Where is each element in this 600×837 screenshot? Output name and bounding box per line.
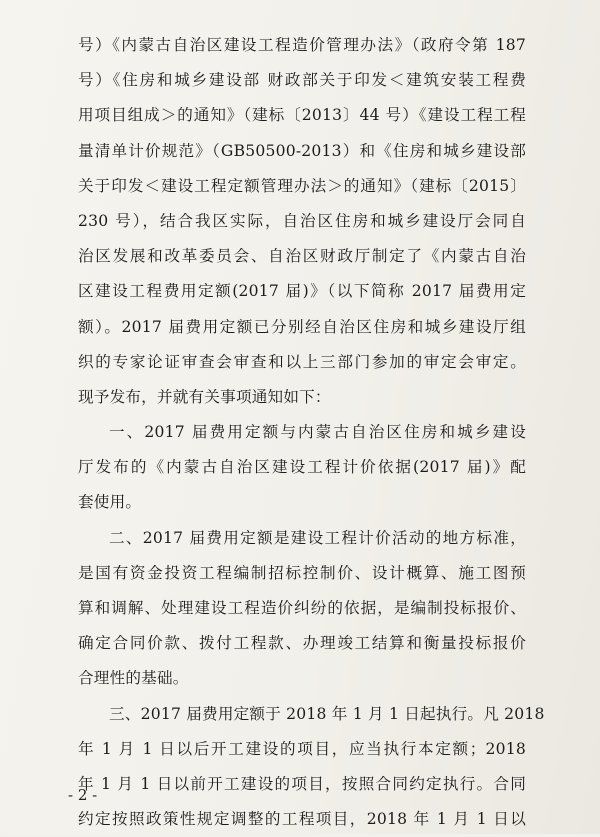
document-body xyxy=(78,28,545,837)
paragraph-3-line-2: 是国有资金投资工程编制招标控制价、设计概算、施工图预 xyxy=(78,563,526,582)
paragraph-1-line-7: 治区发展和改革委员会、自治区财政厅制定了《内蒙古自治 xyxy=(78,247,526,266)
paragraph-3-line-1: 二、2017 届费用定额是建设工程计价活动的地方标准， xyxy=(109,528,526,547)
page-number: - 2 - xyxy=(68,786,98,804)
paragraph-4-line-2: 年 1 月 1 日以后开工建设的项目，应当执行本定额；2018 xyxy=(78,739,526,758)
paragraph-1-line-11: 现予发布，并就有关事项通知如下： xyxy=(78,387,331,406)
paragraph-3-line-5: 合理性的基础。 xyxy=(78,669,189,688)
paragraph-4-line-4: 约定按照政策性规定调整的工程项目，2018 年 1 月 1 日以 xyxy=(78,810,526,829)
paragraph-1-line-6: 230 号），结合我区实际，自治区住房和城乡建设厅会同自 xyxy=(78,211,526,230)
paragraph-1-line-8: 区建设工程费用定额(2017 届)》（以下简称 2017 届费用定 xyxy=(78,282,526,301)
paragraph-3-line-3: 算和调解、处理建设工程造价纠纷的依据，是编制投标报价、 xyxy=(78,599,526,617)
paragraph-3-line-4: 确定合同价款、拨付工程款、办理竣工结算和衡量投标报价 xyxy=(78,634,526,653)
paragraph-2-line-2: 厅发布的《内蒙古自治区建设工程计价依据(2017 届)》配 xyxy=(78,458,526,477)
paragraph-2-line-1: 一、2017 届费用定额与内蒙古自治区住房和城乡建设 xyxy=(109,423,526,442)
paragraph-1-line-4: 量清单计价规范》（GB50500-2013）和《住房和城乡建设部 xyxy=(78,141,526,160)
paragraph-4-line-3: 年 1 月 1 日以前开工建设的项目，按照合同约定执行。合同 xyxy=(78,774,526,793)
paragraph-4-line-1: 三、2017 届费用定额于 2018 年 1 月 1 日起执行。凡 2018 xyxy=(109,704,545,723)
paragraph-1-line-2: 号）《住房和城乡建设部 财政部关于印发＜建筑安装工程费 xyxy=(78,71,526,90)
paragraph-1-line-9: 额）。2017 届费用定额已分别经自治区住房和城乡建设厅组 xyxy=(78,317,526,336)
paragraph-1-line-1: 号）《内蒙古自治区建设工程造价管理办法》（政府令第 187 xyxy=(78,36,526,54)
paragraph-1-line-5: 关于印发＜建设工程定额管理办法＞的通知》（建标〔2015〕 xyxy=(78,176,526,195)
paragraph-1-line-3: 用项目组成＞的通知》（建标〔2013〕44 号）《建设工程工程 xyxy=(78,106,526,125)
paragraph-1-line-10: 织的专家论证审查会审查和以上三部门参加的审定会审定。 xyxy=(78,352,526,371)
paragraph-2-line-3: 套使用。 xyxy=(78,493,142,512)
